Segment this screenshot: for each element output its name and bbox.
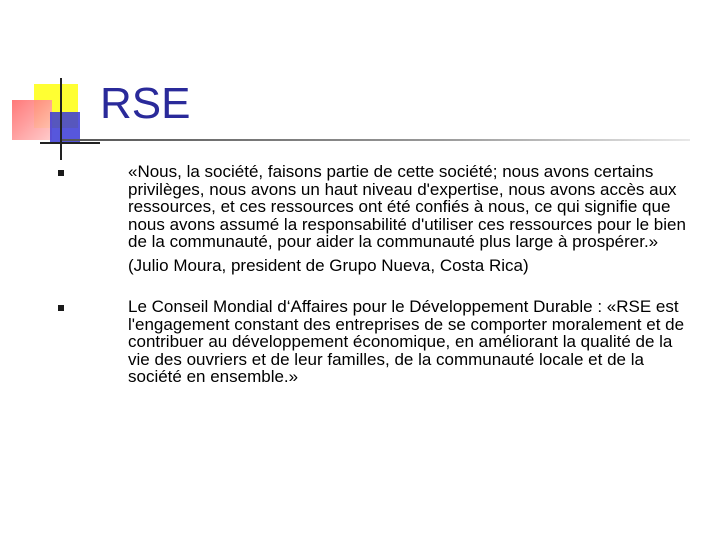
bullet-item-definition <box>58 298 698 386</box>
bullet-square-icon <box>58 170 64 176</box>
definition-text: Le Conseil Mondial d‘Affaires pour le Développement Durable : «RSE est l'engagement constant des entreprises de se comporter moralement et de contribuer au développement économique, en améliorant la qualité de la vie des ouvriers et de leur familles, de la communauté locale et de la société en ensemble.» <box>128 297 685 386</box>
logo-vertical-line <box>60 78 62 160</box>
quote-attribution: (Julio Moura, president de Grupo Nueva, Costa Rica) <box>128 255 529 275</box>
slide-title: RSE <box>100 79 191 128</box>
logo-red-square <box>12 100 52 140</box>
bullet-item-quote <box>58 163 698 274</box>
logo-horizontal-line <box>40 142 100 144</box>
quote-text: «Nous, la société, faisons partie de cette société; nous avons certains privilèges, nous avons un haut niveau d'expertise, nous avons accès aux ressources, et ces ressources ont été confiés à nous, ce qui signifie que nous avons assumé la responsabilité d'utiliser ces ressources pour le bien de la communauté, pour aider la communauté plus large à prospérer.» <box>128 162 686 251</box>
logo-blue-square <box>50 112 80 142</box>
bullet-list <box>58 163 698 386</box>
title-underline <box>62 139 690 141</box>
bullet-square-icon <box>58 305 64 311</box>
